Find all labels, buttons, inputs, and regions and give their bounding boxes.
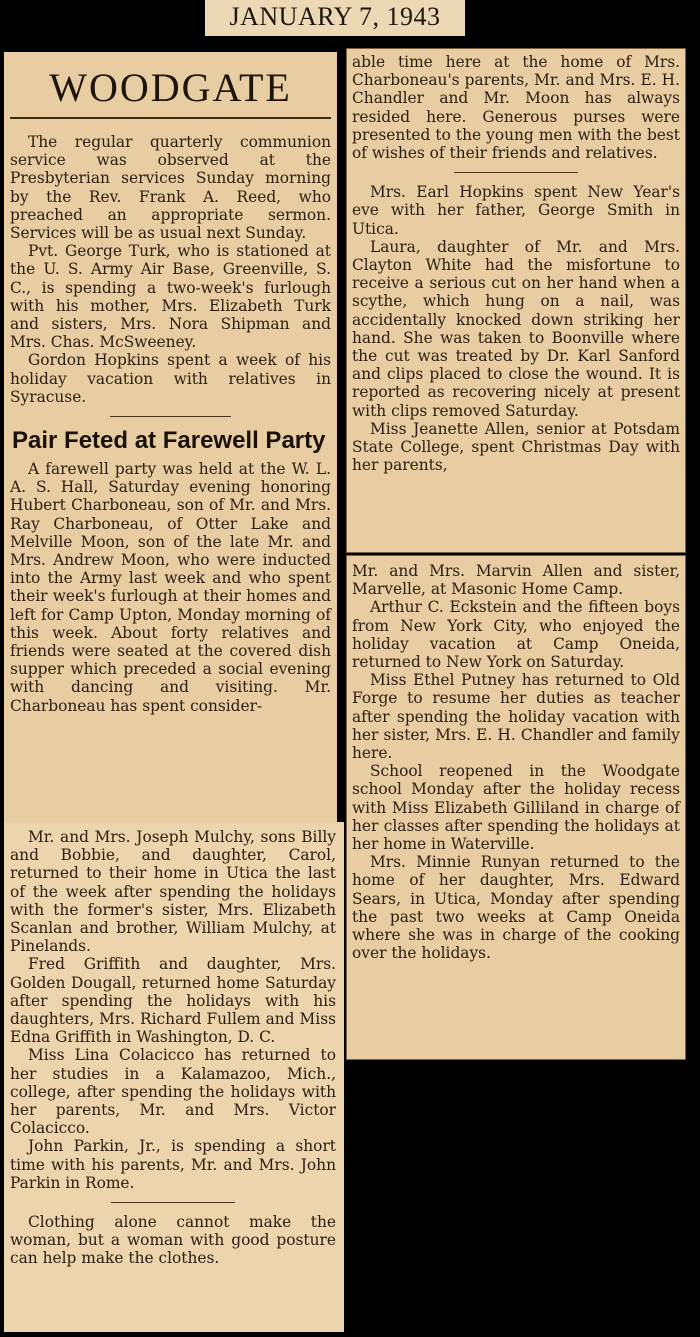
news-paragraph: Mr. and Mrs. Joseph Mulchy, sons Billy and Bobbie, and daughter, Carol, returned to their home in Utica the last of the week after spending the holidays with the former's sister, Mrs. Elizabeth Scanlan and brother, William Mulchy, at Pinelands.	[10, 828, 336, 956]
news-paragraph: Mrs. Earl Hopkins spent New Year's eve with her father, George Smith in Utica.	[352, 183, 680, 238]
news-paragraph: Fred Griffith and daughter, Mrs. Golden Dougall, returned home Saturday after spending the holidays with his daughters, Mrs. Richard Fullem and Miss Edna Griffith in Washington, D. C.	[10, 955, 336, 1047]
news-paragraph: Gordon Hopkins spent a week of his holiday vacation with relatives in Syracuse.	[10, 351, 331, 406]
clipping-right-bottom	[346, 555, 686, 1060]
news-paragraph: Miss Ethel Putney has returned to Old Forge to resume her duties as teacher after spending the holiday vacation with her sister, Mrs. E. H. Chandler and family here.	[352, 671, 680, 763]
news-paragraph: Laura, daughter of Mr. and Mrs. Clayton White had the misfortune to receive a serious cut on her hand when a scythe, which hung on a nail, was accidentally knocked down striking her hand. She was taken to Boonville where the cut was treated by Dr. Karl Sanford and clips placed to close the wound. It is reported as recovering nicely at present with clips removed Saturday.	[352, 237, 680, 420]
clipping-right-top	[346, 48, 686, 553]
news-paragraph: Pvt. George Turk, who is stationed at the U. S. Army Air Base, Greenville, S. C., is spending a two-week's furlough with his mother, Mrs. Elizabeth Turk and sisters, Mrs. Nora Shipman and Mrs. Chas. McSweeney.	[10, 242, 331, 352]
masthead-rule	[10, 117, 331, 119]
news-paragraph: John Parkin, Jr., is spending a short time with his parents, Mr. and Mrs. John Parkin in Rome.	[10, 1137, 336, 1192]
section-rule	[454, 172, 579, 173]
news-paragraph: Miss Lina Colacicco has returned to her studies in a Kalamazoo, Mich., college, after spending the holidays with her parents, Mr. and Mrs. Victor Colacicco.	[10, 1046, 336, 1138]
filler-item: Clothing alone cannot make the woman, but a woman with good posture can help make the clothes.	[10, 1213, 336, 1268]
masthead: WOODGATE	[49, 65, 292, 110]
news-paragraph: Arthur C. Eckstein and the fifteen boys from New York City, who enjoyed the holiday vacation at Camp Oneida, returned to New York on Saturday.	[352, 598, 680, 672]
clipping-left-column	[4, 52, 337, 825]
news-paragraph: Mr. and Mrs. Marvin Allen and sister, Marvelle, at Masonic Home Camp.	[352, 562, 680, 599]
section-rule	[110, 416, 232, 417]
section-rule	[111, 1202, 235, 1203]
story-continuation: able time here at the home of Mrs. Charboneau's parents, Mr. and Mrs. E. H. Chandler and Mr. Moon has always resided here. Generous purses were presented to the young men with the best of wishes of their friends and relatives.	[352, 53, 680, 163]
news-paragraph: The regular quarterly communion service was observed at the Presbyterian services Sunday morning by the Rev. Frank A. Reed, who preached an appropriate sermon. Services will be as usual next Sunday.	[10, 133, 331, 243]
news-paragraph: Mrs. Minnie Runyan returned to the home of her daughter, Mrs. Edward Sears, in Utica, Monday after spending the past two weeks at Camp Oneida where she was in charge of the cooking over the holidays.	[352, 853, 680, 963]
story-headline: Pair Feted at Farewell Party	[12, 427, 326, 455]
news-paragraph: Miss Jeanette Allen, senior at Potsdam State College, spent Christmas Day with her parents,	[352, 419, 680, 475]
date-line: JANUARY 7, 1943	[229, 2, 441, 31]
story-body: A farewell party was held at the W. L. A. S. Hall, Saturday evening honoring Hubert Charboneau, son of Mr. and Mrs. Ray Charboneau, of Otter Lake and Melville Moon, son of the late Mr. and Mrs. Andrew Moon, who were inducted into the Army last week and who spent their week's furlough at their homes and left for Camp Upton, Monday morning of this week. About forty relatives and friends were seated at the covered dish supper which preceded a social evening with dancing and visiting. Mr. Charboneau has spent consider-	[10, 460, 331, 715]
clipping-left-lower	[4, 822, 344, 1332]
news-paragraph: School reopened in the Woodgate school Monday after the holiday recess with Miss Elizabeth Gilliland in charge of her classes after spending the holidays at her home in Waterville.	[352, 762, 680, 854]
date-strip	[205, 0, 465, 36]
